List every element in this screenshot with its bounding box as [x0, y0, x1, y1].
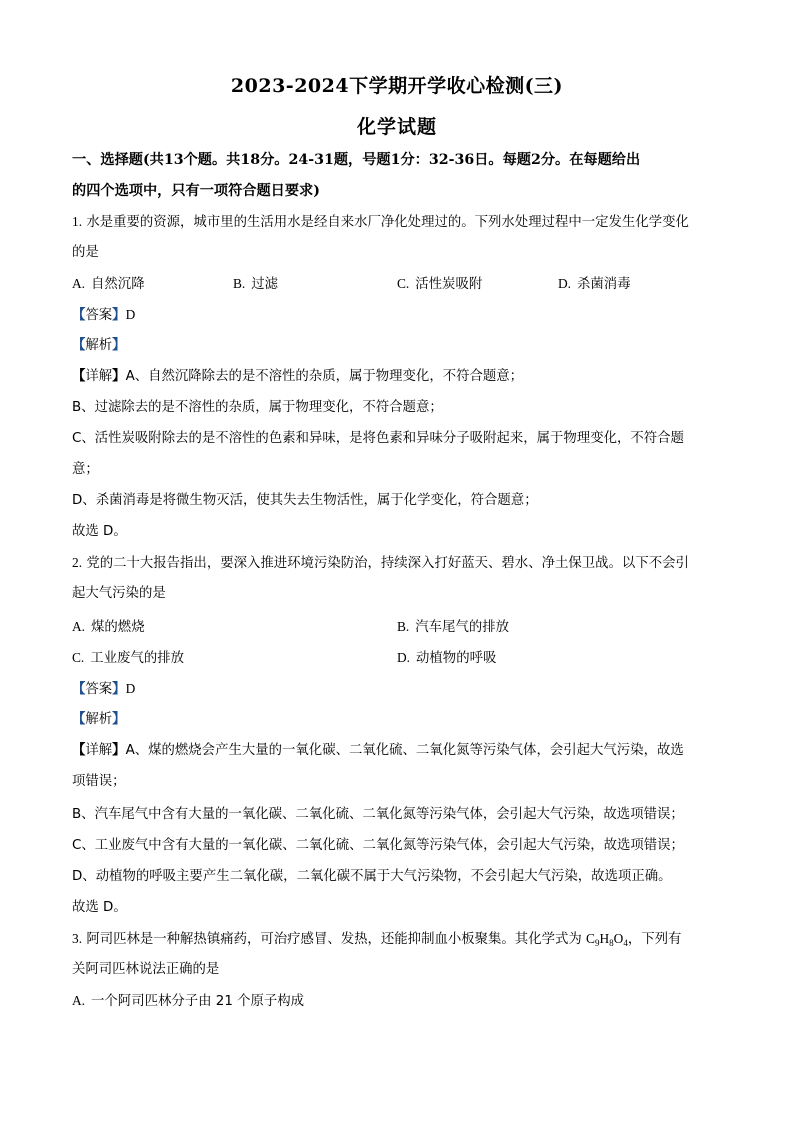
section-heading-line-1: 一、选择题(共13个题。共18分。24-31题，号题1分：32-36日。每题2分。在每题给出 — [72, 152, 641, 168]
question-stem-text: 水是重要的资源，城市里的生活用水是经自来水厂净化处理过的。下列水处理过程中一定发生化学变化 — [86, 215, 689, 230]
question-2-stem-line-2: 起大气污染的是 — [72, 586, 166, 601]
question-number: 2. — [72, 555, 83, 570]
question-1-detail-line-5: D、杀菌消毒是将微生物灭活，使其失去生物活性，属于化学变化，符合题意； — [72, 493, 538, 508]
question-2-detail-line-4: C、工业废气中含有大量的一氧化碳、二氧化硫、二氧化氮等污染气体，会引起大气污染，故选项错误； — [72, 838, 684, 853]
question-3-stem-line-2: 关阿司匹林说法正确的是 — [72, 962, 220, 977]
question-number: 3. — [72, 931, 83, 946]
chemical-formula: $C_9H_8O_4$ — [586, 931, 628, 948]
question-1-option-b: B. 过滤 — [233, 276, 279, 292]
question-2-detail-line-1: 【详解】A、煤的燃烧会产生大量的一氧化碳、二氧化硫、二氧化氮等污染气体，会引起大气污染，故选 — [72, 743, 684, 758]
answer-value: D — [125, 307, 136, 322]
question-2-option-c: C. 工业废气的排放 — [72, 650, 185, 666]
question-1-conclusion: 故选 D。 — [72, 524, 127, 539]
question-3-stem-line-1: 3. 阿司匹林是一种解热镇痛药，可治疗感冒、发热，还能抑制血小板聚集。其化学式为 $C_9H_8O_4$，下列有 — [72, 931, 682, 948]
question-1-analysis-label: 【解析】 — [72, 338, 126, 353]
question-2-detail-line-3: B、汽车尾气中含有大量的一氧化碳、二氧化硫、二氧化氮等污染气体，会引起大气污染，故选项错误； — [72, 807, 684, 822]
question-2-detail-line-2: 项错误； — [72, 774, 126, 789]
question-1-option-d: D. 杀菌消毒 — [558, 276, 631, 292]
answer-value: D — [125, 681, 136, 696]
question-1-detail-line-3: C、活性炭吸附除去的是不溶性的色素和异味，是将色素和异味分子吸附起来，属于物理变化，不符合题 — [72, 431, 684, 446]
question-2-stem-line-1 — [72, 553, 722, 574]
question-2-option-a: A. 煤的燃烧 — [72, 619, 145, 635]
question-number: 1. — [72, 214, 83, 229]
answer-label: 答案 — [85, 308, 113, 323]
question-1-option-a: A. 自然沉降 — [72, 276, 145, 292]
question-1-detail-line-2: B、过滤除去的是不溶性的杂质，属于物理变化，不符合题意； — [72, 400, 443, 415]
question-3-option-a: A. 一个阿司匹林分子由 21 个原子构成 — [72, 993, 305, 1009]
question-2-conclusion: 故选 D。 — [72, 900, 127, 915]
question-2-answer: 【答案】D — [72, 681, 136, 697]
question-1-detail-line-1: 【详解】A、自然沉降除去的是不溶性的杂质，属于物理变化，不符合题意； — [72, 369, 524, 384]
document-title: 2023-2024下学期开学收心检测(三) — [230, 75, 564, 97]
question-1-answer: 【答案】D — [72, 307, 136, 323]
section-heading-line-2: 的四个选项中，只有一项符合题日要求) — [72, 183, 320, 199]
question-1-stem-line-1 — [72, 212, 722, 233]
question-2-detail-line-5: D、动植物的呼吸主要产生二氧化碳，二氧化碳不属于大气污染物，不会引起大气污染，故选项正确。 — [72, 869, 672, 884]
question-stem-text: 党的二十大报告指出，要深入推进环境污染防治，持续深入打好蓝天、碧水、净土保卫战。以下不会引 — [86, 556, 689, 571]
question-1-option-c: C. 活性炭吸附 — [397, 276, 483, 292]
question-2-option-b: B. 汽车尾气的排放 — [397, 619, 510, 635]
question-stem-text: 阿司匹林是一种解热镇痛药，可治疗感冒、发热，还能抑制血小板聚集。其化学式为 — [86, 932, 587, 947]
document-subtitle: 化学试题 — [356, 116, 437, 138]
answer-label: 答案 — [85, 682, 113, 697]
question-2-analysis-label: 【解析】 — [72, 712, 126, 727]
question-1-detail-line-4: 意； — [72, 462, 99, 477]
question-1-stem-line-2: 的是 — [72, 245, 99, 260]
question-2-option-d: D. 动植物的呼吸 — [397, 650, 497, 666]
